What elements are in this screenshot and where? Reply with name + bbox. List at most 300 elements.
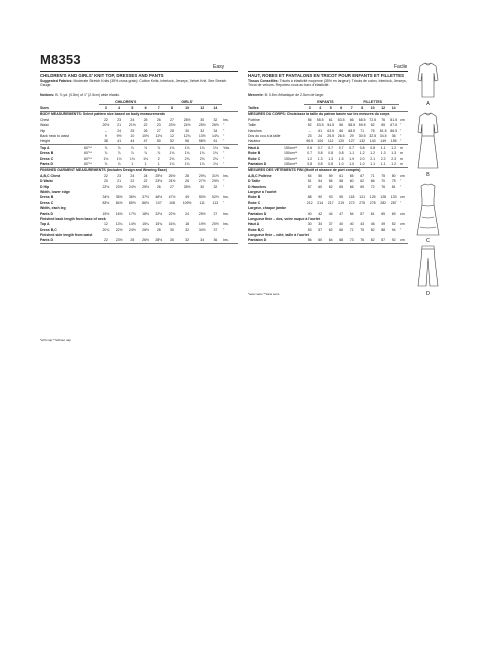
subheading-label: Longueur finie – côté, taille à l'ourlet bbox=[248, 233, 309, 238]
row-label: D Taille bbox=[248, 179, 261, 184]
cell-value: 42 bbox=[318, 211, 323, 216]
cell-value: 2.1 bbox=[370, 156, 376, 161]
cell-value: 49 bbox=[381, 222, 386, 227]
cell-value: 81 bbox=[391, 184, 396, 189]
unit-label: cm bbox=[399, 195, 405, 200]
cell-value: 68.5 bbox=[358, 117, 366, 122]
cell-value: 22 bbox=[143, 179, 148, 184]
cell-value: 1⅛ bbox=[129, 156, 135, 161]
subheading-label: Largeur, chaque jambe bbox=[248, 206, 287, 211]
unit-label: Ins. bbox=[222, 238, 238, 244]
cell-value: 49 bbox=[185, 195, 190, 200]
cell-value: 34½ bbox=[198, 227, 206, 232]
cell-value: 1.1 bbox=[380, 161, 386, 166]
table-row bbox=[248, 238, 408, 244]
notions-label-en: Notions: bbox=[40, 93, 55, 97]
cell-value: 30 bbox=[170, 227, 174, 232]
cell-value: 64 bbox=[325, 238, 336, 244]
cell-value: 104 bbox=[315, 139, 326, 145]
cell-value: 54 bbox=[307, 173, 312, 178]
row-label: D Waist bbox=[40, 179, 53, 184]
sketch-label-a: A bbox=[426, 101, 430, 107]
cell-value: 40 bbox=[307, 211, 312, 216]
cell-value: 60 bbox=[318, 184, 323, 189]
cell-value: 133 bbox=[390, 195, 397, 200]
size-header: 14 bbox=[213, 106, 218, 111]
size-header: 3 bbox=[104, 106, 107, 111]
size-table-fr bbox=[248, 99, 408, 244]
unit-label: " bbox=[223, 200, 225, 205]
cell-value: 12 bbox=[103, 222, 108, 227]
size-header: 7 bbox=[157, 106, 160, 111]
cell-value: 143 bbox=[367, 139, 378, 145]
cell-value: 112 bbox=[325, 139, 336, 145]
unit-label: m bbox=[399, 156, 403, 161]
cell-value: 2⅛ bbox=[169, 156, 175, 161]
row-label: A,B,C Chest bbox=[40, 173, 61, 178]
cell-value: 0.7 bbox=[338, 145, 344, 150]
cell-value: 29¾ bbox=[198, 173, 206, 178]
cell-value: 0.7 bbox=[349, 145, 355, 150]
cell-value: 23½ bbox=[155, 179, 163, 184]
unit-label: m bbox=[399, 151, 403, 156]
cell-value: 15¾ bbox=[155, 222, 163, 227]
unit-label: " bbox=[399, 139, 408, 145]
fabric-width: 150cm** bbox=[284, 151, 298, 156]
cell-value: 17½ bbox=[128, 211, 136, 216]
cell-value: 68.5 bbox=[348, 128, 356, 133]
notions-fr bbox=[248, 93, 408, 97]
size-header: 6 bbox=[340, 106, 343, 111]
cell-value: 88 bbox=[381, 227, 386, 232]
row-label: Taille bbox=[248, 123, 256, 128]
sketch-dress-b bbox=[416, 110, 440, 172]
cell-value: 61 bbox=[328, 117, 333, 122]
cell-value: 61 bbox=[370, 211, 375, 216]
cell-value: 12¾ bbox=[183, 134, 191, 139]
cell-value: 81.5 bbox=[379, 128, 387, 133]
cell-value: 86.5 bbox=[390, 128, 398, 133]
cell-value: 29½ bbox=[212, 179, 219, 184]
cell-value: 47 bbox=[139, 139, 152, 145]
footnote-en: *with nap **without nap bbox=[40, 338, 71, 342]
cell-value: 90 bbox=[318, 195, 323, 200]
unit-label: " bbox=[223, 227, 225, 232]
cell-value: 0.8 bbox=[338, 151, 344, 156]
cell-value: 128 bbox=[380, 195, 387, 200]
cell-value: 52 bbox=[391, 222, 396, 227]
cell-value: 62 bbox=[328, 184, 333, 189]
cell-value: 15¼ bbox=[142, 222, 149, 227]
cell-value: 1.3 bbox=[380, 151, 386, 156]
cell-value: 109½ bbox=[182, 200, 192, 205]
cell-value: 21 bbox=[117, 179, 122, 184]
cell-value: 25½ bbox=[198, 123, 206, 128]
cell-value: 30 bbox=[185, 128, 190, 133]
cell-value: 38 bbox=[99, 139, 112, 145]
cell-value: 20½ bbox=[212, 222, 219, 227]
subheading-label: Longueur finie – dos, votre nuque à l'ourlet bbox=[248, 216, 320, 221]
cell-value: 82 bbox=[367, 238, 378, 244]
cell-value: 28 bbox=[156, 227, 161, 232]
cell-value: 60 bbox=[315, 238, 326, 244]
cell-value: 66 bbox=[339, 128, 344, 133]
sketch-pants-d bbox=[416, 244, 440, 290]
pants-d-icon bbox=[416, 244, 440, 290]
fabrics-label-en: Suggested Fabrics: bbox=[40, 79, 73, 83]
cell-value: 66 bbox=[349, 117, 354, 122]
cell-value: 58.5 bbox=[316, 117, 324, 122]
cell-value: 26 bbox=[156, 117, 161, 122]
cell-value: 23½ bbox=[113, 238, 126, 244]
cell-value: 0.8 bbox=[307, 161, 313, 166]
cell-value: 26½ bbox=[212, 123, 219, 128]
cell-value: 9½ bbox=[116, 134, 122, 139]
cell-value: 1.0 bbox=[349, 161, 355, 166]
row-label: Pantalon D bbox=[248, 211, 267, 216]
cell-value: 125 bbox=[369, 195, 376, 200]
cell-value: 96.5 bbox=[306, 139, 314, 144]
cell-value: 65 bbox=[381, 123, 386, 128]
cell-value: 20½ bbox=[102, 123, 110, 128]
footnote-fr: *avec sens **sans sens bbox=[248, 292, 280, 296]
cell-value: 1⅛ bbox=[213, 145, 218, 150]
cell-value: 46½ bbox=[155, 195, 163, 200]
cell-value: 65 bbox=[349, 173, 354, 178]
cell-value: 1⅛ bbox=[184, 151, 190, 156]
cell-value: 22 bbox=[103, 173, 108, 178]
cell-value: 34.5 bbox=[379, 134, 387, 139]
cell-value: 2.0 bbox=[359, 156, 365, 161]
row-label: Dos du cou à la taille bbox=[248, 134, 281, 139]
cell-value: 27 bbox=[170, 184, 174, 189]
cell-value: 30.5 bbox=[358, 134, 366, 139]
subheading-label: Width, each leg bbox=[40, 206, 66, 211]
cell-value: 93 bbox=[328, 195, 333, 200]
title-fr: HAUT, ROBES ET PANTALONS EN TRICOT POUR ENFANTS ET FILLETTES bbox=[248, 73, 405, 78]
cell-value: 28 bbox=[170, 128, 174, 133]
cell-value: 1⅛ bbox=[199, 161, 205, 166]
cell-value: 23 bbox=[117, 117, 122, 122]
cell-value: 14½ bbox=[128, 222, 136, 227]
cell-value: 51 bbox=[307, 179, 312, 184]
cell-value: 53.5 bbox=[316, 123, 324, 128]
unit-label: " bbox=[223, 179, 225, 184]
cell-value: 24 bbox=[185, 211, 190, 216]
cell-value: 83½ bbox=[102, 200, 110, 205]
cell-value: 13½ bbox=[198, 134, 206, 139]
cell-value: 22 bbox=[130, 179, 135, 184]
cell-value: 46 bbox=[370, 222, 375, 227]
row-label: Dress B bbox=[40, 151, 54, 156]
cell-value: 0.7 bbox=[328, 145, 334, 150]
unit-label: " bbox=[399, 123, 402, 128]
title-en: CHILDREN'S AND GIRLS' KNIT TOP, DRESSES AND PANTS bbox=[40, 73, 164, 78]
cell-value: 1.9 bbox=[349, 156, 355, 161]
size-header: 7 bbox=[350, 106, 353, 111]
cell-value: 111 bbox=[199, 200, 205, 205]
cell-value: 25 bbox=[130, 128, 135, 133]
cell-value: 23½ bbox=[115, 184, 123, 189]
cell-value: 1⅛ bbox=[213, 151, 218, 156]
size-header: 10 bbox=[370, 106, 375, 111]
cell-value: 118 bbox=[348, 195, 355, 200]
cell-value: 81.5 bbox=[390, 117, 398, 122]
cell-value: 2⅛ bbox=[213, 156, 218, 161]
cell-value: 0.8 bbox=[317, 161, 323, 166]
fabrics-text-fr: Tricots à élasticité moyenne (35% en largeur): Tricots de coton, Interlock, Jerseys, Tricot de velours. Reportez-vous au baro d'élasticité. bbox=[248, 79, 407, 88]
cell-value: 20 bbox=[103, 179, 108, 184]
cell-value: 24 bbox=[130, 117, 135, 122]
cell-value: 23 bbox=[156, 123, 161, 128]
unit-label: Ins. bbox=[223, 117, 229, 122]
cell-value: 54 bbox=[349, 211, 354, 216]
cell-value: 57 bbox=[318, 227, 323, 232]
row-label: Height bbox=[40, 139, 99, 145]
cell-value: 1⅛ bbox=[169, 151, 175, 156]
fabrics-label-fr: Tissus Conseillés: bbox=[248, 79, 279, 83]
row-label: Robe B,C bbox=[248, 227, 264, 232]
cell-value: 59 bbox=[328, 173, 333, 178]
cell-value: 44 bbox=[126, 139, 139, 145]
cell-value: 1⅛ bbox=[116, 156, 122, 161]
cell-value: 1 bbox=[144, 161, 147, 166]
cell-value: 95 bbox=[339, 195, 344, 200]
row-label: Poitrine bbox=[248, 117, 260, 122]
cell-value: 56 bbox=[304, 238, 315, 244]
size-header: 12 bbox=[200, 106, 205, 111]
row-label: Hip bbox=[40, 128, 46, 133]
cell-value: 18 bbox=[185, 222, 190, 227]
size-table-en bbox=[40, 99, 238, 244]
row-label: Robe B bbox=[248, 195, 261, 200]
cell-value: 84½ bbox=[115, 200, 123, 205]
unit-label: " bbox=[399, 128, 402, 133]
body-title-row bbox=[248, 111, 408, 117]
cell-value: 1.0 bbox=[338, 161, 344, 166]
cell-value: 44 bbox=[328, 211, 333, 216]
cell-value: 65 bbox=[339, 184, 344, 189]
row-label: Pants D bbox=[40, 238, 99, 244]
cell-value: 0.6 bbox=[307, 145, 313, 150]
cell-value: 0.8 bbox=[328, 161, 334, 166]
cell-value: 30 bbox=[165, 238, 178, 244]
unit-label: Ins. bbox=[223, 173, 229, 178]
cell-value: 1.1 bbox=[380, 145, 386, 150]
group-children: ENFANTS bbox=[304, 99, 346, 105]
fabric-width: 60"** bbox=[84, 151, 92, 156]
group-children: CHILDREN'S bbox=[99, 99, 152, 105]
row-label: D Hip bbox=[40, 184, 50, 189]
cell-value: ⅞ bbox=[104, 151, 108, 156]
cell-value: 65 bbox=[381, 211, 386, 216]
unit-label: " bbox=[223, 123, 225, 128]
cell-value: 56 bbox=[179, 139, 196, 145]
cell-value: 61 bbox=[339, 173, 344, 178]
cell-value: 108 bbox=[169, 200, 175, 205]
cell-value: 58 bbox=[339, 179, 344, 184]
cell-value: 12 bbox=[170, 134, 174, 139]
size-header: 3 bbox=[308, 106, 311, 111]
sizes-label: Tailles bbox=[248, 105, 259, 110]
cell-value: 28 bbox=[185, 173, 190, 178]
cell-value: 1 bbox=[157, 161, 160, 166]
cell-value: 34 bbox=[213, 128, 218, 133]
cell-value: 56 bbox=[339, 123, 344, 128]
cell-value: 75 bbox=[360, 227, 365, 232]
cell-value: 20¾ bbox=[102, 227, 110, 232]
unit-label: " bbox=[399, 179, 402, 184]
cell-value: 275 bbox=[359, 200, 366, 205]
row-label: Robe C bbox=[248, 200, 261, 205]
unit-label: Ins. bbox=[223, 195, 229, 200]
unit-label: cm bbox=[399, 238, 408, 244]
notions-text-en: B: ⅞ yd. (0.8m) of 1" (2.5cm) wide elastic. bbox=[55, 93, 121, 97]
cell-value: 88 bbox=[307, 195, 312, 200]
notions-en bbox=[40, 93, 236, 97]
cell-value: 25 bbox=[143, 117, 148, 122]
cell-value: 9 bbox=[104, 134, 107, 139]
cell-value: 53 bbox=[307, 227, 312, 232]
cell-value: ⅞ bbox=[117, 161, 121, 166]
cell-value: 92 bbox=[388, 238, 399, 244]
notions-text-fr: B: 0.8m d'élastique de 2.5cm de large. bbox=[264, 93, 325, 97]
cell-value: – bbox=[308, 128, 311, 133]
cell-value: 54 bbox=[318, 179, 323, 184]
cell-value: 1.0 bbox=[359, 161, 365, 166]
cell-value: 113 bbox=[212, 200, 219, 205]
cell-value: 24 bbox=[318, 134, 323, 139]
cell-value: 15½ bbox=[102, 211, 110, 216]
cell-value: 24½ bbox=[128, 184, 136, 189]
cell-value: 66 bbox=[339, 227, 344, 232]
cell-value: 21½ bbox=[128, 123, 136, 128]
cell-value: 32 bbox=[185, 227, 190, 232]
cell-value: 24½ bbox=[183, 123, 191, 128]
cell-value: 32.5 bbox=[369, 134, 377, 139]
cell-value: 26.5 bbox=[337, 134, 345, 139]
cell-value: 1⅛ bbox=[184, 161, 190, 166]
cell-value: 22 bbox=[99, 238, 112, 244]
unit-label: cm bbox=[399, 211, 405, 216]
cell-value: 36 bbox=[209, 238, 222, 244]
cell-value: 22 bbox=[103, 117, 108, 122]
cell-value: 76 bbox=[381, 117, 386, 122]
subheading-label: Largeur à l'ourlet bbox=[248, 189, 277, 194]
cell-value: 1.5 bbox=[338, 156, 344, 161]
cell-value: 22½ bbox=[102, 184, 110, 189]
cell-value: ⅞ bbox=[130, 151, 134, 156]
group-girls: GIRLS' bbox=[152, 99, 222, 105]
cell-value: 1.2 bbox=[391, 145, 397, 150]
cell-value: 72.5 bbox=[369, 117, 377, 122]
cell-value: 30 bbox=[200, 117, 205, 122]
size-header: 6 bbox=[144, 106, 147, 111]
cell-value: 0.7 bbox=[307, 151, 313, 156]
pattern-code: M8353 bbox=[40, 52, 81, 67]
cell-value: 71 bbox=[370, 173, 375, 178]
cell-value: 22 bbox=[143, 123, 148, 128]
cell-value: 23 bbox=[117, 173, 122, 178]
unit-label: cm bbox=[399, 222, 405, 227]
cell-value: 27 bbox=[213, 211, 218, 216]
cell-value: 37 bbox=[328, 222, 333, 227]
finished-measurements-title: FINISHED GARMENT MEASUREMENTS (Includes Design and Wearing Ease) bbox=[40, 167, 238, 173]
cell-value: 34 bbox=[318, 222, 323, 227]
row-label: Top A bbox=[40, 222, 50, 227]
cell-value: 22½ bbox=[168, 211, 176, 216]
body-measurements-title: MESURES DU CORPS: Choisissez la taille du patron basée sur les mesures du corps bbox=[248, 111, 408, 117]
cell-value: 52 bbox=[307, 123, 312, 128]
cell-value: 36 bbox=[391, 134, 396, 139]
unit-label: Ins. bbox=[223, 211, 229, 216]
cell-value: 217 bbox=[327, 200, 334, 205]
cell-value: 0.7 bbox=[317, 145, 323, 150]
cell-value: 155 bbox=[388, 139, 399, 145]
row-label: Pantalon D bbox=[248, 238, 304, 244]
fabrics-text-en: Moderate Stretch Knits (35% cross grain): Cotton Knits, Interlock, Jerseys, Velvet Knit. See Stretch Gauge. bbox=[40, 79, 227, 88]
cell-value: 23 bbox=[307, 134, 312, 139]
row-label: Pants D bbox=[40, 211, 54, 216]
cell-value: 27 bbox=[156, 128, 161, 133]
cell-value: 56 bbox=[328, 179, 333, 184]
cell-value: 37½ bbox=[142, 195, 149, 200]
cell-value: 69 bbox=[391, 211, 396, 216]
cell-value: 1⅛ bbox=[199, 145, 205, 150]
cell-value: 94 bbox=[391, 227, 396, 232]
cell-value: 32 bbox=[200, 128, 205, 133]
row-label: Chest bbox=[40, 117, 50, 122]
sketch-top-a bbox=[416, 60, 440, 100]
fabric-width: 150cm** bbox=[284, 156, 298, 161]
unit-label: cm bbox=[399, 117, 405, 122]
cell-value: 28½ bbox=[152, 238, 165, 244]
cell-value: 26½ bbox=[142, 227, 149, 232]
cell-value: 278 bbox=[369, 200, 376, 205]
cell-value: 36½ bbox=[128, 195, 136, 200]
cell-value: 52½ bbox=[212, 195, 219, 200]
cell-value: 86½ bbox=[142, 200, 149, 205]
cell-value: 80 bbox=[391, 173, 396, 178]
cell-value: 22½ bbox=[115, 227, 123, 232]
cell-value: 2⅛ bbox=[184, 156, 190, 161]
cell-value: 1 bbox=[131, 161, 134, 166]
sketch-label-d: D bbox=[426, 291, 430, 297]
cell-value: 70 bbox=[381, 179, 386, 184]
row-label: Waist bbox=[40, 123, 49, 128]
row-label: D Hanches bbox=[248, 184, 267, 189]
cell-value: 13¼ bbox=[115, 222, 123, 227]
cell-value: ⅞ bbox=[117, 145, 121, 150]
row-label: Top A bbox=[40, 145, 50, 150]
cell-value: 63.5 bbox=[327, 128, 335, 133]
cell-value: 66 bbox=[370, 179, 375, 184]
sketch-label-c: C bbox=[426, 238, 430, 244]
cell-value: 1.3 bbox=[317, 156, 323, 161]
cell-value: 47 bbox=[339, 211, 344, 216]
cell-value: ⅞ bbox=[117, 151, 121, 156]
cell-value: 68 bbox=[336, 238, 347, 244]
cell-value: 26 bbox=[156, 184, 161, 189]
size-header: 8 bbox=[361, 106, 364, 111]
cell-value: 69 bbox=[360, 184, 365, 189]
header-rule-fr bbox=[248, 71, 408, 72]
row-label: Pantalon D bbox=[248, 161, 267, 166]
cell-value: – bbox=[104, 128, 107, 133]
fabric-width: 150cm** bbox=[284, 145, 298, 150]
cell-value: 37 bbox=[213, 227, 218, 232]
cell-value: 0.8 bbox=[359, 145, 365, 150]
